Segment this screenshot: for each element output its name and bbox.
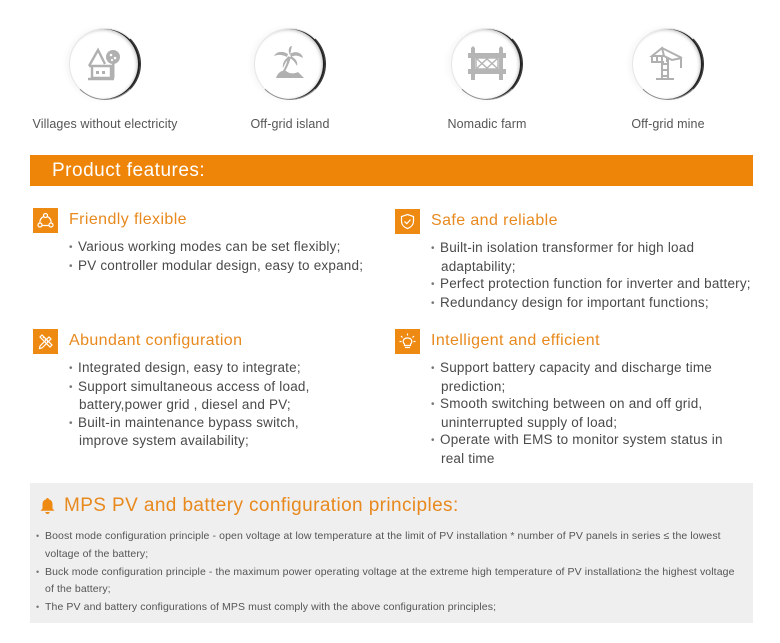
feature-item: • Built-in isolation transformer for high load adaptability; (431, 239, 761, 275)
feature-item: • Built-in maintenance bypass switch, improve system availability; (69, 414, 344, 450)
palm-island-icon (270, 44, 310, 84)
feature-title: Friendly flexible (69, 211, 187, 228)
scenario-label: Nomadic farm (447, 117, 527, 131)
tower-crane-icon (648, 44, 688, 84)
principles-title: MPS PV and battery configuration principles: (64, 495, 459, 516)
feature-list (431, 239, 761, 312)
feature-title: Abundant configuration (69, 332, 243, 349)
principles-list (36, 528, 741, 617)
tools-pencil-ruler-icon (33, 329, 58, 354)
scenario-circle (632, 28, 704, 100)
feature-title: Intelligent and efficient (431, 332, 600, 349)
feature-list (69, 238, 369, 275)
principle-item: • Buck mode configuration principle - the maximum power operating voltage at the extreme high temperature of PV installation≥ the highest voltage of the battery; (36, 564, 741, 600)
scenario-farm (397, 28, 577, 131)
lightbulb-icon (395, 329, 420, 354)
feature-intelligent-efficient (395, 329, 755, 467)
feature-item: • Support simultaneous access of load, battery,power grid , diesel and PV; (69, 378, 344, 414)
shield-check-icon (395, 209, 420, 234)
configuration-principles-panel (30, 483, 753, 623)
feature-list (431, 359, 741, 467)
principle-item: • Boost mode configuration principle - open voltage at low temperature at the limit of PV installation * number of PV panels in series ≤ the lowest voltage of the battery; (36, 528, 741, 564)
scenario-label: Villages without electricity (32, 117, 178, 131)
scenario-label: Off-grid island (250, 117, 330, 131)
feature-item: • Perfect protection function for inverter and battery; (431, 275, 761, 294)
feature-safe-reliable (395, 209, 755, 312)
scenario-villages (15, 28, 195, 131)
feature-item: • PV controller modular design, easy to expand; (69, 257, 369, 276)
network-nodes-icon (33, 208, 58, 233)
feature-item: • Various working modes can be set flexibly; (69, 238, 369, 257)
feature-item: • Support battery capacity and discharge time prediction; (431, 359, 741, 395)
feature-item: • Smooth switching between on and off grid, uninterrupted supply of load; (431, 395, 741, 431)
village-house-icon (85, 44, 125, 84)
scenario-circle (254, 28, 326, 100)
bell-icon (39, 497, 56, 515)
feature-friendly-flexible (33, 208, 393, 275)
fence-icon (466, 44, 508, 84)
principle-item: • The PV and battery configurations of MPS must comply with the above configuration principles; (36, 599, 741, 617)
scenario-island (200, 28, 380, 131)
feature-title: Safe and reliable (431, 212, 558, 229)
feature-item: • Redundancy design for important functions; (431, 294, 761, 313)
feature-abundant-configuration (33, 329, 393, 450)
feature-list (69, 359, 344, 450)
feature-item: • Integrated design, easy to integrate; (69, 359, 344, 378)
scenario-circle (69, 28, 141, 100)
application-scenarios (0, 0, 780, 140)
scenario-circle (451, 28, 523, 100)
product-features-header: Product features: (30, 155, 753, 186)
scenario-label: Off-grid mine (631, 117, 705, 131)
feature-item: • Operate with EMS to monitor system status in real time (431, 431, 741, 467)
scenario-mine (578, 28, 758, 131)
